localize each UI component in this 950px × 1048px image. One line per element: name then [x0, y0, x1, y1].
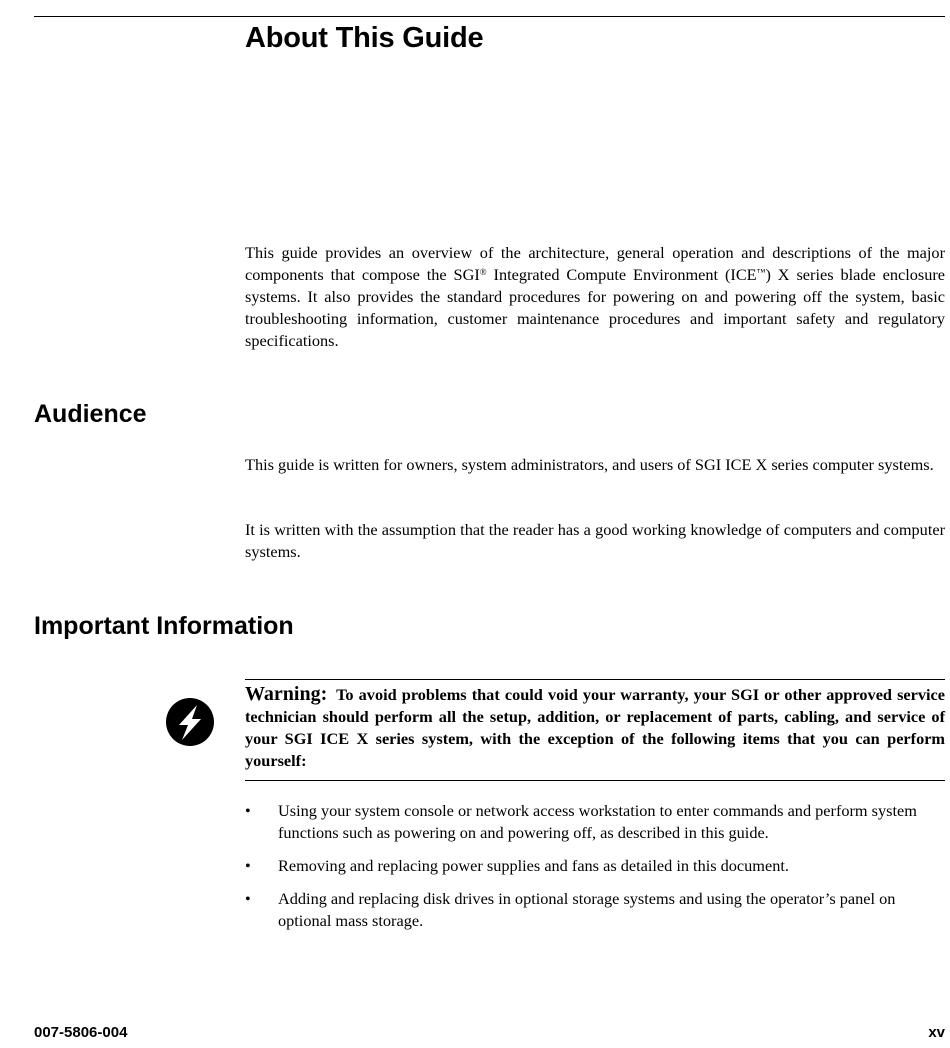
bullet-glyph: •	[245, 801, 251, 820]
intro-text-start: This guide provides an overview of the architecture, general operation and descriptions of the major components that compose the SGI	[245, 243, 945, 284]
bullet-glyph: •	[245, 856, 251, 875]
audience-paragraph-1: This guide is written for owners, system administrators, and users of SGI ICE X series computer systems.	[245, 455, 934, 474]
list-item	[245, 888, 945, 932]
warning-top-rule	[245, 679, 945, 680]
important-information-heading: Important Information	[34, 612, 294, 640]
document-number: 007-5806-004	[34, 1024, 128, 1041]
exceptions-list	[245, 800, 945, 943]
list-item-text: Using your system console or network access workstation to enter commands and perform system functions such as powering on and powering off, as described in this guide.	[278, 801, 917, 842]
list-item-text: Removing and replacing power supplies and fans as detailed in this document.	[278, 856, 789, 875]
warning-bottom-rule	[245, 780, 945, 781]
bullet-glyph: •	[245, 889, 251, 908]
audience-heading: Audience	[34, 400, 147, 428]
page-title: About This Guide	[245, 22, 484, 54]
intro-text-end: ) X series blade enclosure systems. It also provides the standard procedures for powering on and powering off the system, basic troubleshooting information, customer maintenance procedures and important safety and regulatory specifications.	[245, 265, 946, 350]
lightning-bolt-warning-icon	[165, 697, 215, 747]
list-item	[245, 800, 945, 844]
header-rule	[34, 16, 945, 17]
page-number: xv	[928, 1024, 945, 1041]
warning-text	[245, 683, 945, 772]
registered-mark: ®	[479, 267, 487, 277]
list-item	[245, 855, 945, 877]
trademark-mark: ™	[756, 267, 766, 277]
intro-paragraph	[245, 242, 945, 352]
audience-paragraph-2: It is written with the assumption that the reader has a good working knowledge of computers and computer systems.	[245, 520, 945, 561]
warning-label: Warning:	[245, 683, 328, 705]
warning-body: To avoid problems that could void your warranty, your SGI or other approved service technician should perform all the setup, addition, or replacement of parts, cabling, and service of your SGI ICE X series system, with the exception of the following items that you can perform yourself:	[245, 685, 945, 770]
intro-text-mid: Integrated Compute Environment (ICE	[486, 265, 757, 284]
list-item-text: Adding and replacing disk drives in optional storage systems and using the operator’s panel on optional mass storage.	[278, 889, 896, 930]
